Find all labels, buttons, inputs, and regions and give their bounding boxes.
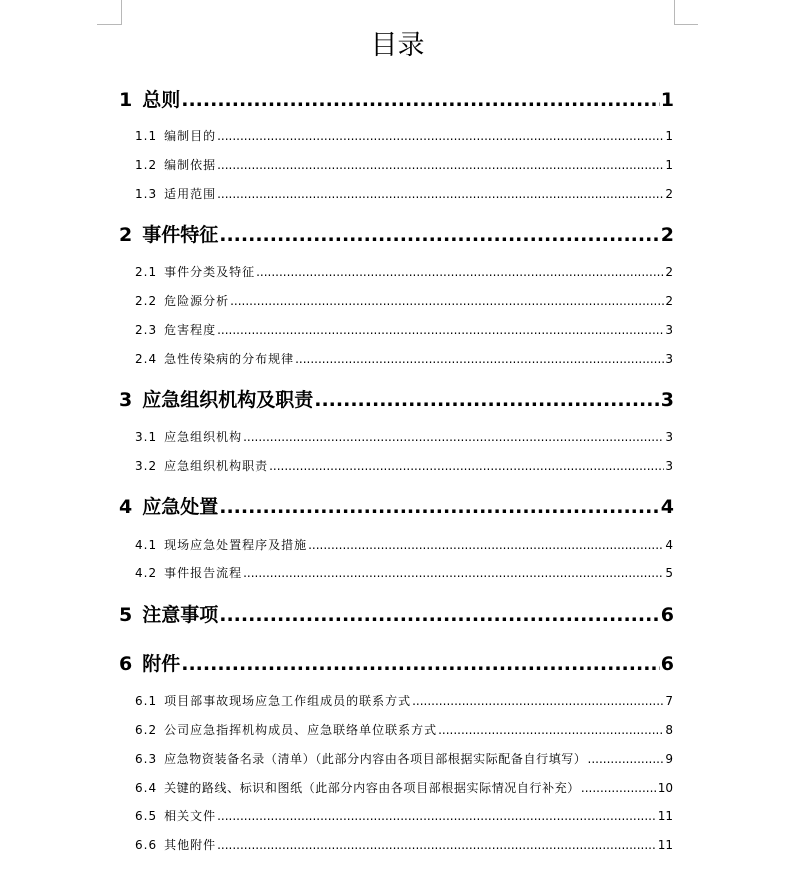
- toc-entry-page: 1: [665, 129, 673, 143]
- toc-entry[interactable]: [119, 649, 674, 676]
- toc-entry[interactable]: [135, 457, 673, 474]
- toc-entry-label: 危险源分析: [164, 294, 230, 308]
- toc-entry[interactable]: [119, 220, 674, 247]
- toc-entry-label: 急性传染病的分布规律: [164, 352, 295, 366]
- toc-entry-label: 附件: [142, 653, 181, 675]
- toc-entry-label: 关键的路线、标识和图纸（此部分内容由各项目部根据实际情况自行补充）: [164, 781, 580, 795]
- toc-entry-number: 1.3: [135, 187, 158, 201]
- dot-leader: [217, 158, 664, 172]
- toc-entry-label: 事件分类及特征: [164, 265, 256, 279]
- dot-leader: [588, 752, 665, 766]
- dot-leader: [181, 89, 660, 111]
- toc-entry-label: 项目部事故现场应急工作组成员的联系方式: [164, 694, 412, 708]
- toc-entry-label: 应急组织机构: [164, 430, 243, 444]
- toc-entry-label: 公司应急指挥机构成员、应急联络单位联系方式: [164, 723, 438, 737]
- toc-entry[interactable]: [135, 836, 673, 853]
- toc-entry-page: 9: [665, 752, 673, 766]
- toc-entry[interactable]: [135, 127, 673, 144]
- toc-entry-number: 2.1: [135, 265, 158, 279]
- toc-entry-label: 适用范围: [164, 187, 217, 201]
- toc-entry-page: 3: [665, 323, 673, 337]
- toc-entry-number: 6.1: [135, 694, 158, 708]
- toc-entry[interactable]: [119, 600, 674, 627]
- toc-entry-label: 编制依据: [164, 158, 217, 172]
- toc-entry-label: 事件特征: [142, 224, 219, 246]
- dot-leader: [181, 653, 660, 675]
- dot-leader: [217, 838, 657, 852]
- toc-entry-page: 11: [657, 809, 673, 823]
- dot-leader: [412, 694, 664, 708]
- toc-entry-page: 2: [665, 187, 673, 201]
- toc-entry-page: 8: [665, 723, 673, 737]
- dot-leader: [295, 352, 664, 366]
- dot-leader: [314, 389, 660, 411]
- toc-entry-number: 3: [119, 389, 133, 411]
- toc-entry-label: 注意事项: [142, 604, 219, 626]
- dot-leader: [308, 538, 664, 552]
- toc-entry[interactable]: [119, 385, 674, 412]
- toc-entry[interactable]: [135, 779, 673, 796]
- toc-entry-page: 1: [660, 89, 674, 111]
- toc-entry[interactable]: [135, 721, 673, 738]
- dot-leader: [243, 430, 664, 444]
- dot-leader: [217, 129, 664, 143]
- toc-entry-page: 1: [665, 158, 673, 172]
- dot-leader: [217, 809, 657, 823]
- dot-leader: [230, 294, 664, 308]
- toc-entry-number: 3.1: [135, 430, 158, 444]
- toc-entry-number: 5: [119, 604, 133, 626]
- toc-entry-page: 7: [665, 694, 673, 708]
- toc-entry-number: 1.1: [135, 129, 158, 143]
- toc-entry-page: 3: [665, 430, 673, 444]
- toc-entry[interactable]: [135, 536, 673, 553]
- toc-entry[interactable]: [135, 321, 673, 338]
- toc-entry[interactable]: [119, 85, 674, 112]
- toc-entry-number: 6.5: [135, 809, 158, 823]
- dot-leader: [219, 604, 660, 626]
- toc-entry-page: 4: [665, 538, 673, 552]
- toc-entry-label: 危害程度: [164, 323, 217, 337]
- toc-entry-label: 相关文件: [164, 809, 217, 823]
- dot-leader: [217, 187, 664, 201]
- toc-entry-label: 应急组织机构职责: [164, 459, 269, 473]
- toc-entry[interactable]: [135, 185, 673, 202]
- toc-entry-page: 3: [665, 352, 673, 366]
- toc-entry-label: 应急组织机构及职责: [142, 389, 314, 411]
- toc-entry[interactable]: [135, 750, 673, 767]
- toc-entry-page: 2: [665, 294, 673, 308]
- toc-entry[interactable]: [135, 564, 673, 581]
- toc-entry-number: 2.4: [135, 352, 158, 366]
- toc-entry-label: 应急物资装备名录（清单）（此部分内容由各项目部根据实际配备自行填写）: [164, 752, 587, 766]
- toc-entry[interactable]: [135, 263, 673, 280]
- toc-title: 目录: [370, 30, 425, 61]
- toc-entry-number: 6.6: [135, 838, 158, 852]
- dot-leader: [256, 265, 664, 279]
- toc-entry-number: 3.2: [135, 459, 158, 473]
- toc-entry-label: 现场应急处置程序及措施: [164, 538, 308, 552]
- toc-entry-number: 2.2: [135, 294, 158, 308]
- toc-entry-number: 2.3: [135, 323, 158, 337]
- dot-leader: [581, 781, 657, 795]
- toc-entry-number: 6.4: [135, 781, 158, 795]
- toc-entry-page: 5: [665, 566, 673, 580]
- toc-entry-number: 4.1: [135, 538, 158, 552]
- toc-entry-number: 1: [119, 89, 133, 111]
- dot-leader: [243, 566, 664, 580]
- toc-entry-page: 3: [660, 389, 674, 411]
- toc-entry[interactable]: [119, 492, 674, 519]
- toc-entry[interactable]: [135, 692, 673, 709]
- toc-entry-number: 6: [119, 653, 133, 675]
- toc-entry-page: 10: [657, 781, 673, 795]
- toc-entry-page: 6: [660, 604, 674, 626]
- toc-entry[interactable]: [135, 156, 673, 173]
- toc-entry[interactable]: [135, 350, 673, 367]
- toc-entry-label: 总则: [142, 89, 181, 111]
- toc-entry[interactable]: [135, 292, 673, 309]
- toc-entry-number: 6.2: [135, 723, 158, 737]
- toc-entry-page: 2: [665, 265, 673, 279]
- dot-leader: [219, 224, 660, 246]
- dot-leader: [219, 496, 660, 518]
- toc-entry-page: 6: [660, 653, 674, 675]
- toc-entry-number: 4.2: [135, 566, 158, 580]
- toc-entry-number: 2: [119, 224, 133, 246]
- toc-entry-page: 11: [657, 838, 673, 852]
- toc-entry[interactable]: [135, 428, 673, 445]
- toc-entry-label: 应急处置: [142, 496, 219, 518]
- toc-entry-number: 4: [119, 496, 133, 518]
- toc-entry-page: 2: [660, 224, 674, 246]
- toc-entry-label: 编制目的: [164, 129, 217, 143]
- dot-leader: [438, 723, 664, 737]
- toc-entry-label: 事件报告流程: [164, 566, 243, 580]
- toc-entry-page: 3: [665, 459, 673, 473]
- dot-leader: [269, 459, 664, 473]
- toc-entry-number: 1.2: [135, 158, 158, 172]
- toc-entry-number: 6.3: [135, 752, 158, 766]
- toc-entry-page: 4: [660, 496, 674, 518]
- toc-entry[interactable]: [135, 807, 673, 824]
- dot-leader: [217, 323, 664, 337]
- toc-entry-label: 其他附件: [164, 838, 217, 852]
